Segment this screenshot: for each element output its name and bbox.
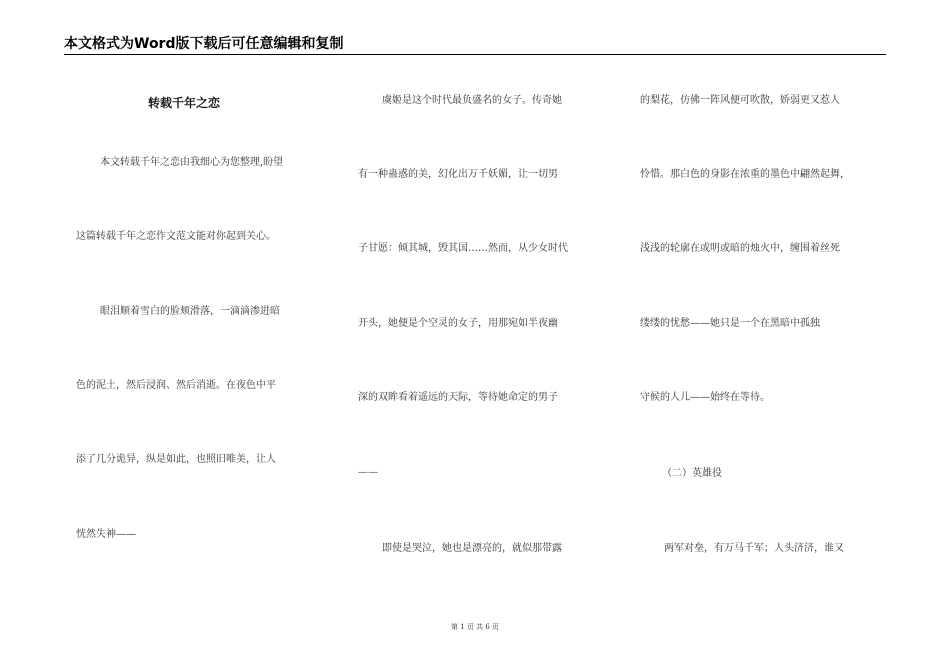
paragraph-line: 即使是哭泣，她也是漂亮的，就似那带露 — [382, 543, 562, 554]
paragraph-line: 这篇转载千年之恋作文范文能对你起到关心。 — [76, 231, 276, 242]
paragraph-line: 有一种蛊惑的美，幻化出万千妖媚，让一切男 — [358, 169, 558, 180]
paragraph-line: 虞姬是这个时代最负盛名的女子。传奇她 — [382, 95, 562, 106]
paragraph-line: 子甘愿：倾其城，毁其国……然而，从少女时代 — [358, 243, 568, 254]
page-number: 第 1 页 共 6 页 — [450, 623, 500, 631]
dash-mark: —— — [358, 467, 378, 478]
article-title: 转载千年之恋 — [148, 96, 221, 110]
paragraph-line: 深的双眸看着遥远的天际，等待她命定的男子 — [358, 392, 558, 403]
paragraph-line: 色的泥土，然后浸润、然后消逝。在夜色中平 — [76, 380, 276, 391]
paragraph-line: 的梨花，仿佛一阵风便可吹散，娇弱更又惹人 — [640, 95, 840, 106]
paragraph-line: 恍然失神—— — [76, 529, 136, 540]
paragraph-line: 缕缕的忧愁——她只是一个在黑暗中孤独 — [640, 318, 820, 329]
paragraph-line: 守候的人儿——始终在等待。 — [640, 392, 770, 403]
section-heading: （二）英雄役 — [662, 468, 722, 479]
header-divider — [64, 54, 886, 55]
paragraph-line: 怜惜。那白色的身影在浓重的墨色中翩然起舞， — [640, 169, 850, 180]
paragraph-line: 本文转载千年之恋由我细心为您整理,盼望 — [100, 157, 284, 168]
document-header-title: 本文格式为Word版下载后可任意编辑和复制 — [64, 36, 344, 52]
paragraph-line: 浅浅的轮廓在或明或暗的烛火中，缠围着丝死 — [640, 243, 840, 254]
paragraph-line: 眼泪顺着雪白的脸颊滑落，一滴滴渗进暗 — [100, 306, 280, 317]
paragraph-line: 两军对垒，有万马千军；人头济济，谁又 — [664, 543, 844, 554]
paragraph-line: 开头，她便是个空灵的女子，用那宛如半夜幽 — [358, 318, 558, 329]
paragraph-line: 添了几分诡异，纵是如此，也照旧唯美，让人 — [76, 454, 276, 465]
